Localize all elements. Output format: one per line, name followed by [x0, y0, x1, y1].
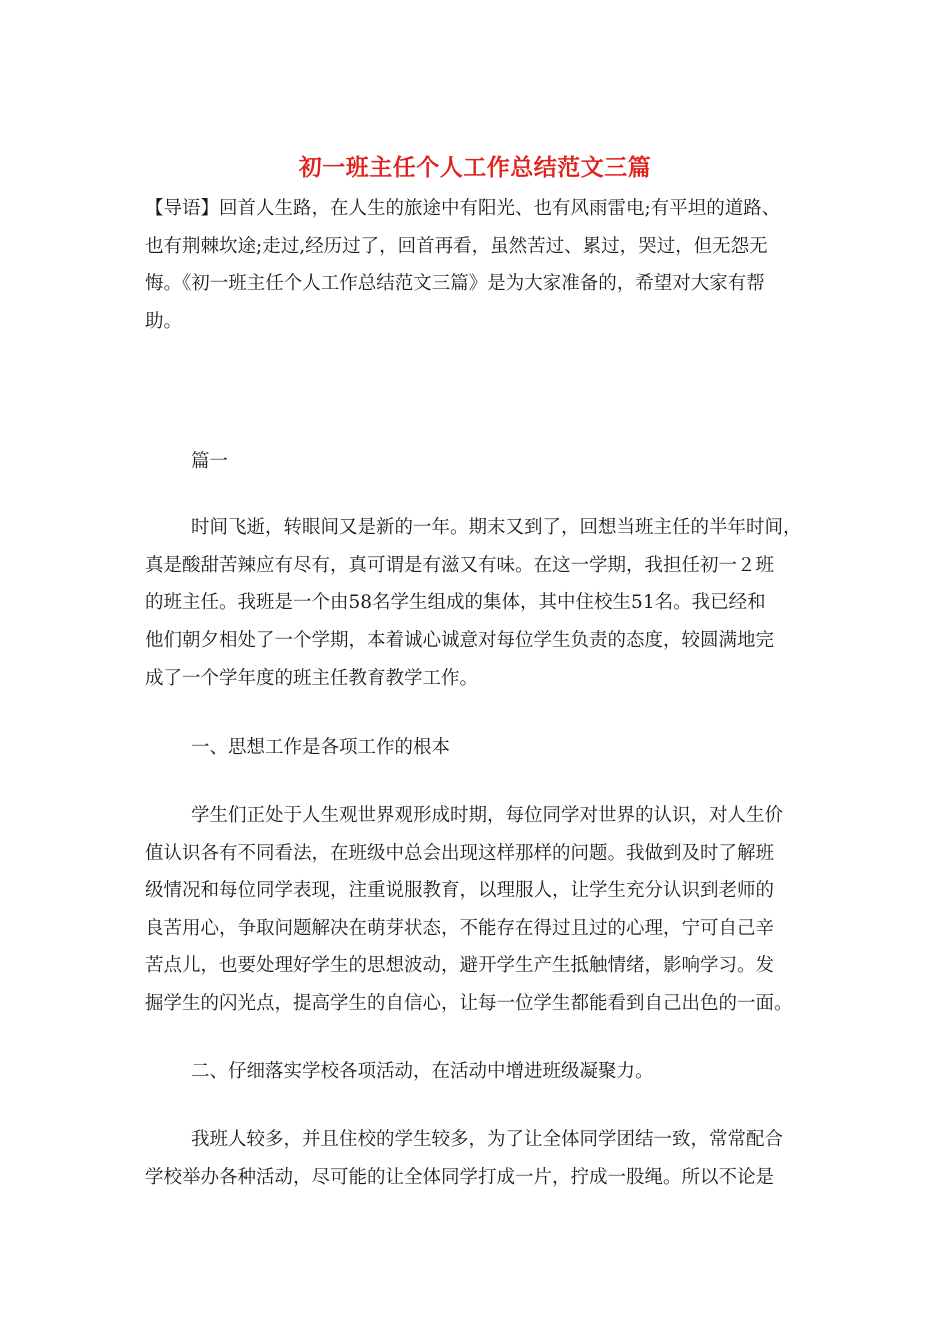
paragraph-line: 苦点儿，也要处理好学生的思想波动，避开学生产生抵触情绪，影响学习。发 [145, 955, 775, 976]
paragraph-line: 时间飞逝，转眼间又是新的一年。期末又到了，回想当班主任的半年时间， [191, 517, 802, 538]
paragraph-line: 学校举办各种活动，尽可能的让全体同学打成一片，拧成一股绳。所以不论是 [145, 1167, 775, 1188]
paragraph-line: 他们朝夕相处了一个学期，本着诚心诚意对每位学生负责的态度，较圆满地完 [145, 630, 775, 651]
document-title: 初一班主任个人工作总结范文三篇 [298, 154, 652, 181]
intro-line: 悔。《初一班主任个人工作总结范文三篇》是为大家准备的，希望对大家有帮 [145, 273, 765, 294]
intro-line: 助。 [145, 311, 183, 332]
intro-line: 也有荆棘坎途;走过,经历过了，回首再看，虽然苦过、累过，哭过，但无怨无 [145, 236, 768, 257]
section-label: 篇一 [191, 451, 229, 472]
paragraph-line: 我班人较多，并且住校的学生较多，为了让全体同学团结一致，常常配合 [191, 1129, 784, 1150]
paragraph-line: 掘学生的闪光点，提高学生的自信心，让每一位学生都能看到自己出色的一面。 [145, 993, 793, 1014]
paragraph-line: 学生们正处于人生观世界观形成时期，每位同学对世界的认识，对人生价 [191, 805, 784, 826]
section-heading: 一、思想工作是各项工作的根本 [191, 737, 451, 758]
paragraph-line: 良苦用心，争取问题解决在萌芽状态，不能存在得过且过的心理，宁可自己辛 [145, 918, 775, 939]
intro-line: 【导语】回首人生路，在人生的旅途中有阳光、也有风雨雷电;有平坦的道路、 [145, 198, 781, 219]
section-heading: 二、仔细落实学校各项活动，在活动中增进班级凝聚力。 [191, 1061, 654, 1082]
paragraph-line: 值认识各有不同看法，在班级中总会出现这样那样的问题。我做到及时了解班 [145, 843, 775, 864]
paragraph-line: 真是酸甜苦辣应有尽有，真可谓是有滋又有味。在这一学期，我担任初一２班 [145, 555, 775, 576]
paragraph-line: 的班主任。我班是一个由58名学生组成的集体，其中住校生51名。我已经和 [145, 592, 766, 613]
paragraph-line: 成了一个学年度的班主任教育教学工作。 [145, 668, 479, 689]
paragraph-line: 级情况和每位同学表现，注重说服教育，以理服人，让学生充分认识到老师的 [145, 880, 775, 901]
